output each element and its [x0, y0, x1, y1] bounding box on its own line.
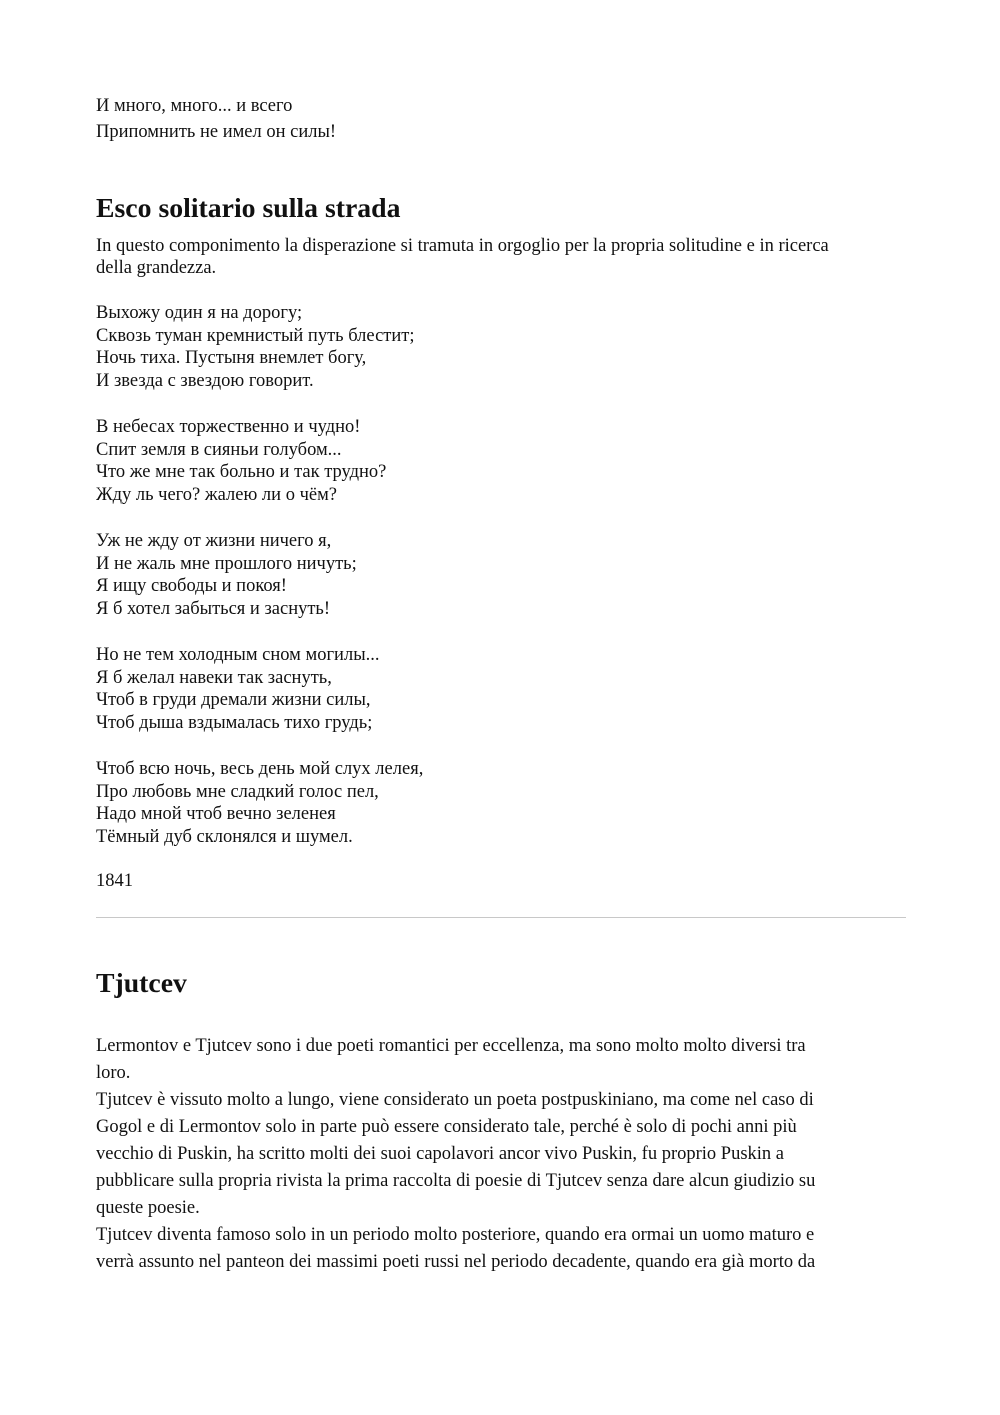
section-heading: Esco solitario sulla strada: [96, 193, 401, 224]
paragraph-line: vecchio di Puskin, ha scritto molti dei suoi capolavori ancor vivo Puskin, fu proprio Puskin a: [96, 1144, 785, 1164]
poem-ending: [96, 93, 906, 145]
poem-line: И много, много... и всего: [96, 96, 293, 116]
poem-line: Я б хотел забыться и заснуть!: [96, 598, 331, 619]
poem-line: Надо мной чтоб вечно зеленея: [96, 804, 336, 824]
document-page: [96, 93, 906, 1276]
poem-line: Выхожу один я на дорогу;: [96, 303, 303, 323]
poem-line: И звезда с звездою говорит.: [96, 370, 314, 391]
poem-line: Но не тем холодным сном могилы...: [96, 645, 380, 665]
section-intro: [96, 235, 906, 279]
poem-line: Тёмный дуб склонялся и шумел.: [96, 826, 353, 847]
poem-line: Я б желал навеки так заснуть,: [96, 667, 332, 688]
poem-line: Уж не жду от жизни ничего я,: [96, 531, 332, 551]
poem-line: Что же мне так больно и так трудно?: [96, 462, 387, 482]
poem-year: 1841: [96, 871, 133, 891]
stanza: [96, 302, 906, 392]
poem: [96, 302, 906, 848]
paragraph-line: pubblicare sulla propria rivista la prima raccolta di poesie di Tjutcev senza dare alcun giudizio su: [96, 1171, 816, 1191]
paragraph-line: loro.: [96, 1063, 131, 1083]
poem-line: Жду ль чего? жалею ли о чём?: [96, 484, 337, 505]
poem-line: Ночь тиха. Пустыня внемлет богу,: [96, 348, 367, 368]
poem-line: Чтоб дыша вздымалась тихо грудь;: [96, 712, 373, 733]
paragraph-line: Tjutcev è vissuto molto a lungo, viene considerato un poeta postpuskiniano, ma come nel caso di: [96, 1090, 814, 1110]
poem-line: Чтоб всю ночь, весь день мой слух лелея,: [96, 759, 424, 779]
stanza: [96, 644, 906, 734]
paragraph-line: Gogol e di Lermontov solo in parte può essere considerato tale, perché è solo di pochi anni più: [96, 1117, 797, 1137]
section-heading: Tjutcev: [96, 968, 187, 999]
intro-line: In questo componimento la disperazione si tramuta in orgoglio per la propria solitudine e in ricerca: [96, 236, 829, 256]
poem-line: Про любовь мне сладкий голос пел,: [96, 781, 379, 802]
paragraph-line: verrà assunto nel panteon dei massimi poeti russi nel periodo decadente, quando era già morto da: [96, 1252, 816, 1272]
paragraph-line: Tjutcev diventa famoso solo in un periodo molto posteriore, quando era ormai un uomo maturo e: [96, 1225, 815, 1245]
body-paragraph: [96, 1033, 906, 1276]
paragraph-line: Lermontov e Tjutcev sono i due poeti romantici per eccellenza, ma sono molto molto diversi tra: [96, 1036, 806, 1056]
poem-line: Сквозь туман кремнистый путь блестит;: [96, 325, 415, 346]
stanza: [96, 530, 906, 620]
poem-line: Припомнить не имел он силы!: [96, 122, 337, 142]
poem-line: Я ищу свободы и покоя!: [96, 576, 287, 596]
poem-line: В небесах торжественно и чудно!: [96, 417, 361, 437]
poem-line: И не жаль мне прошлого ничуть;: [96, 553, 357, 574]
poem-line: Спит земля в сияньи голубом...: [96, 439, 342, 460]
poem-line: Чтоб в груди дремали жизни силы,: [96, 690, 371, 710]
paragraph-line: queste poesie.: [96, 1198, 200, 1218]
stanza: [96, 416, 906, 506]
intro-line: della grandezza.: [96, 258, 217, 278]
stanza: [96, 758, 906, 848]
